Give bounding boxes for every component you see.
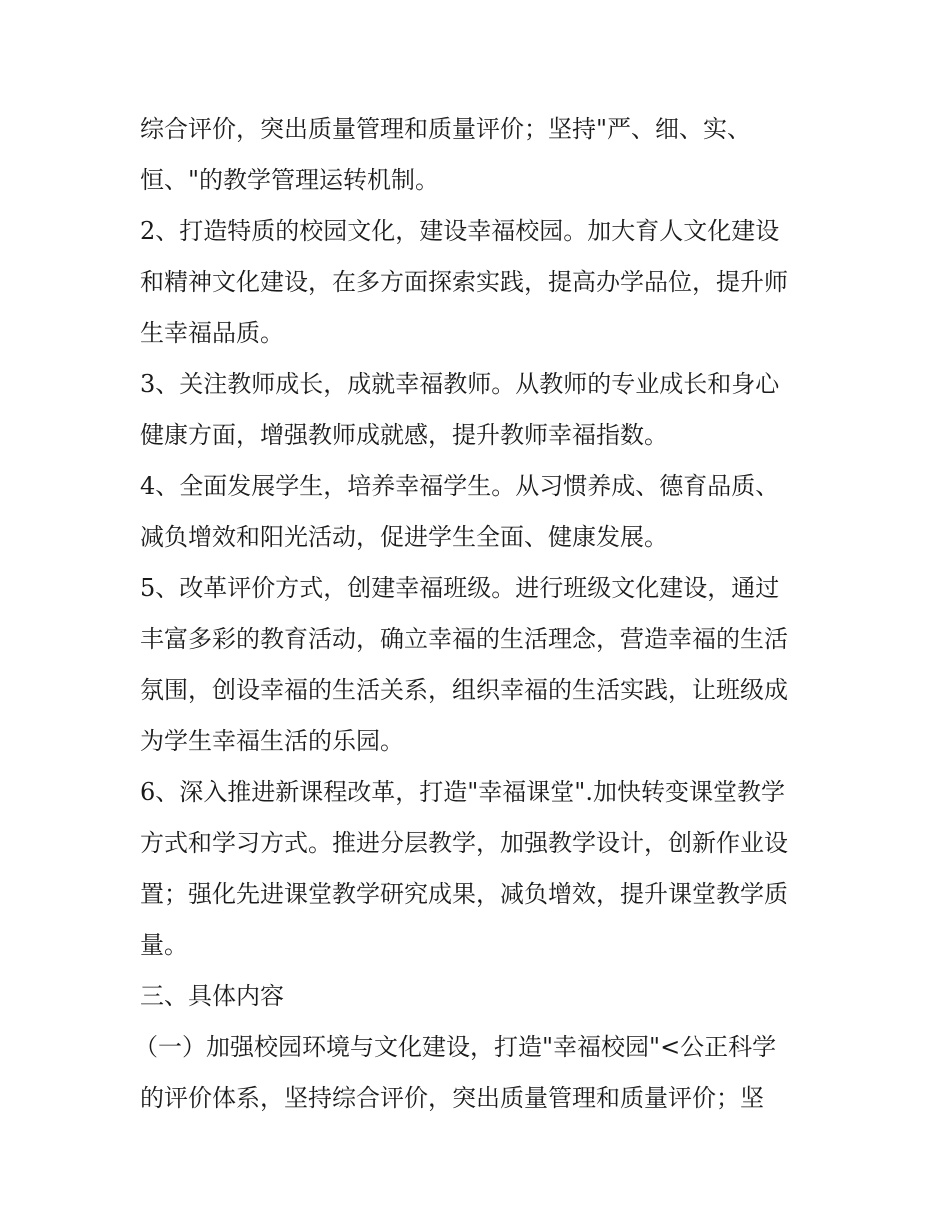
- text-line: 和精神文化建设，在多方面探索实践，提高办学品位，提升师: [140, 268, 788, 296]
- text-line: 恒、"的教学管理运转机制。: [140, 166, 440, 194]
- text-line: 健康方面，增强教师成就感，提升教师幸福指数。: [140, 421, 668, 449]
- text-line: 氛围，创设幸福的生活关系，组织幸福的生活实践，让班级成: [140, 676, 788, 704]
- text-line: 置；强化先进课堂教学研究成果，减负增效，提升课堂教学质: [140, 880, 788, 908]
- text-line: 量。: [140, 931, 188, 959]
- section-heading: 三、具体内容: [140, 982, 284, 1010]
- text-line: 6、深入推进新课程改革，打造"幸福课堂".加快转变课堂教学: [140, 778, 785, 806]
- text-line: 5、改革评价方式，创建幸福班级。进行班级文化建设，通过: [140, 574, 780, 602]
- text-line: 综合评价，突出质量管理和质量评价；坚持"严、细、实、: [140, 115, 752, 143]
- text-line: 生幸福品质。: [140, 319, 284, 347]
- text-line: 为学生幸福生活的乐园。: [140, 727, 404, 755]
- document-body: [134, 104, 820, 1124]
- text-line: 4、全面发展学生，培养幸福学生。从习惯养成、德育品质、: [140, 472, 780, 500]
- text-line: 3、关注教师成长，成就幸福教师。从教师的专业成长和身心: [140, 370, 780, 398]
- text-line: 的评价体系，坚持综合评价，突出质量管理和质量评价；坚: [140, 1084, 764, 1112]
- text-line: 方式和学习方式。推进分层教学，加强教学设计，创新作业设: [140, 829, 788, 857]
- text-line: 减负增效和阳光活动，促进学生全面、健康发展。: [140, 523, 668, 551]
- text-line: 2、打造特质的校园文化，建设幸福校园。加大育人文化建设: [140, 217, 780, 245]
- text-line: 丰富多彩的教育活动，确立幸福的生活理念，营造幸福的生活: [140, 625, 788, 653]
- subsection-heading: （一）加强校园环境与文化建设，打造"幸福校园"<公正科学: [134, 1033, 777, 1061]
